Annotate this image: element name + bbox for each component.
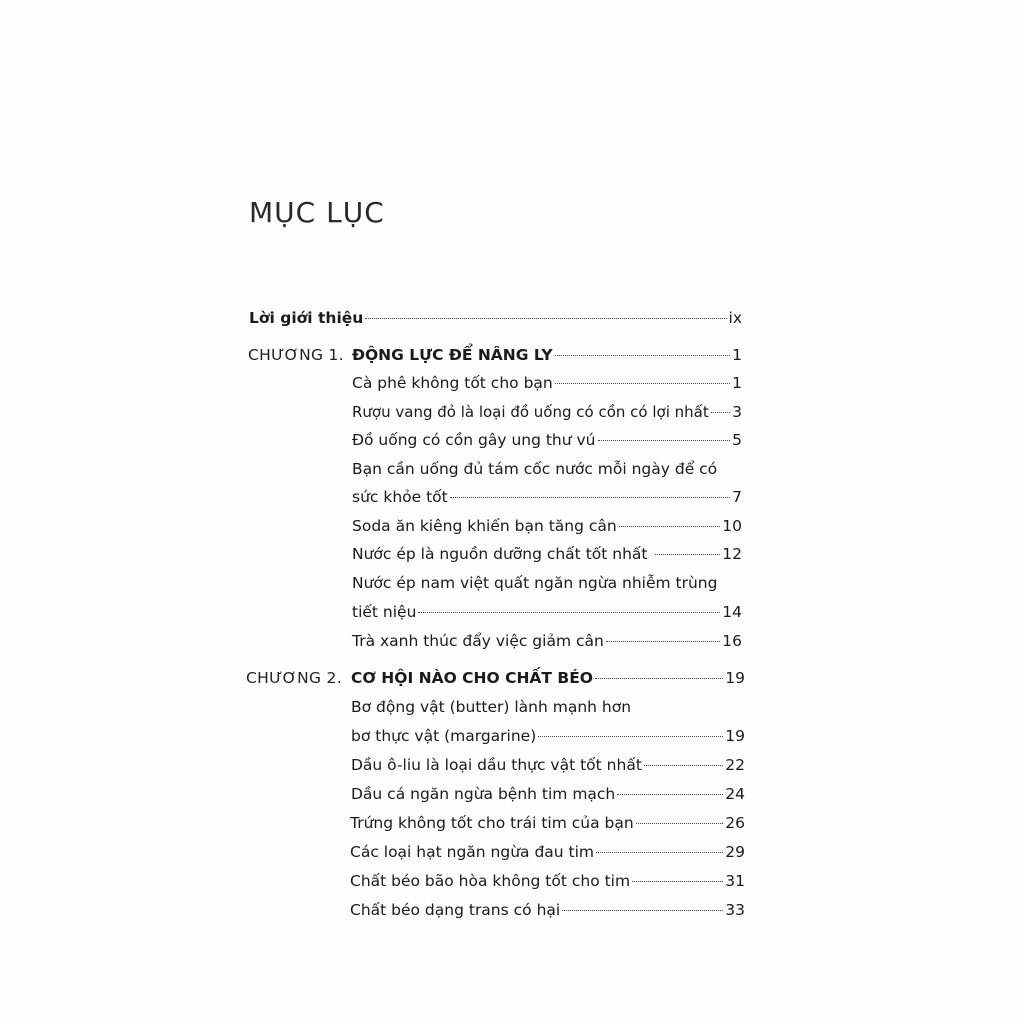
toc-entry[interactable] <box>352 602 742 622</box>
toc-entry-label: CƠ HỘI NÀO CHO CHẤT BÉO <box>351 669 593 687</box>
toc-entry[interactable] <box>350 871 745 891</box>
toc-entry-label: Đồ uống có cồn gây ung thư vú <box>352 431 596 449</box>
toc-entry-page: 24 <box>725 785 745 803</box>
toc-entry-label: Nước ép nam việt quất ngăn ngừa nhiễm trùng <box>352 574 718 592</box>
dot-leader <box>711 412 730 413</box>
toc-entry-label: ĐỘNG LỰC ĐỂ NÂNG LY <box>352 346 553 364</box>
toc-entry-page: 26 <box>725 814 745 832</box>
toc-entry-page: 22 <box>725 756 745 774</box>
toc-chapter-heading[interactable] <box>351 668 745 688</box>
toc-entry[interactable] <box>352 373 742 393</box>
toc-entry-page: 3 <box>732 403 742 421</box>
toc-entry-page: 31 <box>725 872 745 890</box>
dot-leader <box>562 910 723 911</box>
dot-leader <box>636 823 724 824</box>
toc-entry[interactable] <box>352 402 742 422</box>
toc-entry-page: 5 <box>732 431 742 449</box>
toc-entry-label: Lời giới thiệu <box>249 309 364 327</box>
toc-entry[interactable] <box>352 487 742 507</box>
toc-entry[interactable] <box>351 784 745 804</box>
toc-entry-continuation: bơ thực vật (margarine) <box>351 727 537 745</box>
toc-entry-label: Chất béo dạng trans có hại <box>350 901 561 919</box>
toc-entry-label: Bạn cần uống đủ tám cốc nước mỗi ngày để có <box>352 460 718 478</box>
toc-entry-page: 19 <box>725 727 745 745</box>
toc-entry[interactable] <box>352 430 742 450</box>
dot-leader <box>598 440 731 441</box>
toc-entry[interactable] <box>352 516 742 536</box>
toc-entry-label: Cà phê không tốt cho bạn <box>352 374 553 392</box>
toc-entry-page: 16 <box>722 632 742 650</box>
dot-leader <box>418 612 720 613</box>
toc-entry-label: Các loại hạt ngăn ngừa đau tim <box>350 843 595 861</box>
toc-entry[interactable] <box>350 842 745 862</box>
toc-entry[interactable] <box>350 900 745 920</box>
toc-entry-continuation: tiết niệu <box>352 603 417 621</box>
toc-entry-intro[interactable] <box>249 308 742 328</box>
toc-entry-page: 19 <box>725 669 745 687</box>
toc-entry[interactable] <box>352 544 742 564</box>
toc-entry-page: 1 <box>732 346 742 364</box>
dot-leader <box>606 641 720 642</box>
dot-leader <box>555 383 730 384</box>
dot-leader <box>595 678 723 679</box>
toc-entry-line1[interactable] <box>352 573 742 593</box>
dot-leader <box>632 881 723 882</box>
toc-entry[interactable] <box>352 631 742 651</box>
toc-entry-continuation: sức khỏe tốt <box>352 488 448 506</box>
toc-entry-label: Trà xanh thúc đẩy việc giảm cân <box>352 632 604 650</box>
dot-leader <box>538 736 723 737</box>
toc-entry-line1[interactable] <box>351 697 745 717</box>
toc-entry-label: Trứng không tốt cho trái tim của bạn <box>350 814 634 832</box>
toc-entry-label: Nước ép là nguồn dưỡng chất tốt nhất <box>352 545 648 563</box>
dot-leader <box>555 355 731 356</box>
dot-leader <box>617 794 723 795</box>
toc-entry-page: 12 <box>722 545 742 563</box>
chapter-label: CHƯƠNG 1. <box>248 346 344 364</box>
toc-entry[interactable] <box>351 755 745 775</box>
toc-entry-page: 1 <box>732 374 742 392</box>
page-title: MỤC LỤC <box>249 196 385 229</box>
toc-entry-label: Chất béo bão hòa không tốt cho tim <box>350 872 631 890</box>
toc-entry[interactable] <box>350 813 745 833</box>
toc-entry-page: 7 <box>732 488 742 506</box>
toc-entry-page: ix <box>728 309 742 327</box>
toc-chapter-heading[interactable] <box>352 345 742 365</box>
dot-leader <box>644 765 723 766</box>
toc-entry-page: 10 <box>722 517 742 535</box>
toc-entry[interactable] <box>351 726 745 746</box>
toc-entry-line1[interactable] <box>352 459 742 479</box>
dot-leader <box>365 318 726 319</box>
dot-leader <box>450 497 730 498</box>
toc-entry-page: 29 <box>725 843 745 861</box>
toc-entry-label: Bơ động vật (butter) lành mạnh hơn <box>351 698 632 716</box>
toc-entry-label: Soda ăn kiêng khiến bạn tăng cân <box>352 517 617 535</box>
dot-leader <box>619 526 721 527</box>
dot-leader <box>655 554 720 555</box>
toc-entry-label: Dầu cá ngăn ngừa bệnh tim mạch <box>351 785 616 803</box>
toc-entry-page: 14 <box>722 603 742 621</box>
chapter-label: CHƯƠNG 2. <box>246 669 342 687</box>
toc-entry-page: 33 <box>725 901 745 919</box>
toc-entry-label: Dầu ô-liu là loại dầu thực vật tốt nhất <box>351 756 642 774</box>
dot-leader <box>596 852 723 853</box>
toc-entry-label: Rượu vang đỏ là loại đồ uống có cồn có lợi nhất <box>352 403 709 421</box>
